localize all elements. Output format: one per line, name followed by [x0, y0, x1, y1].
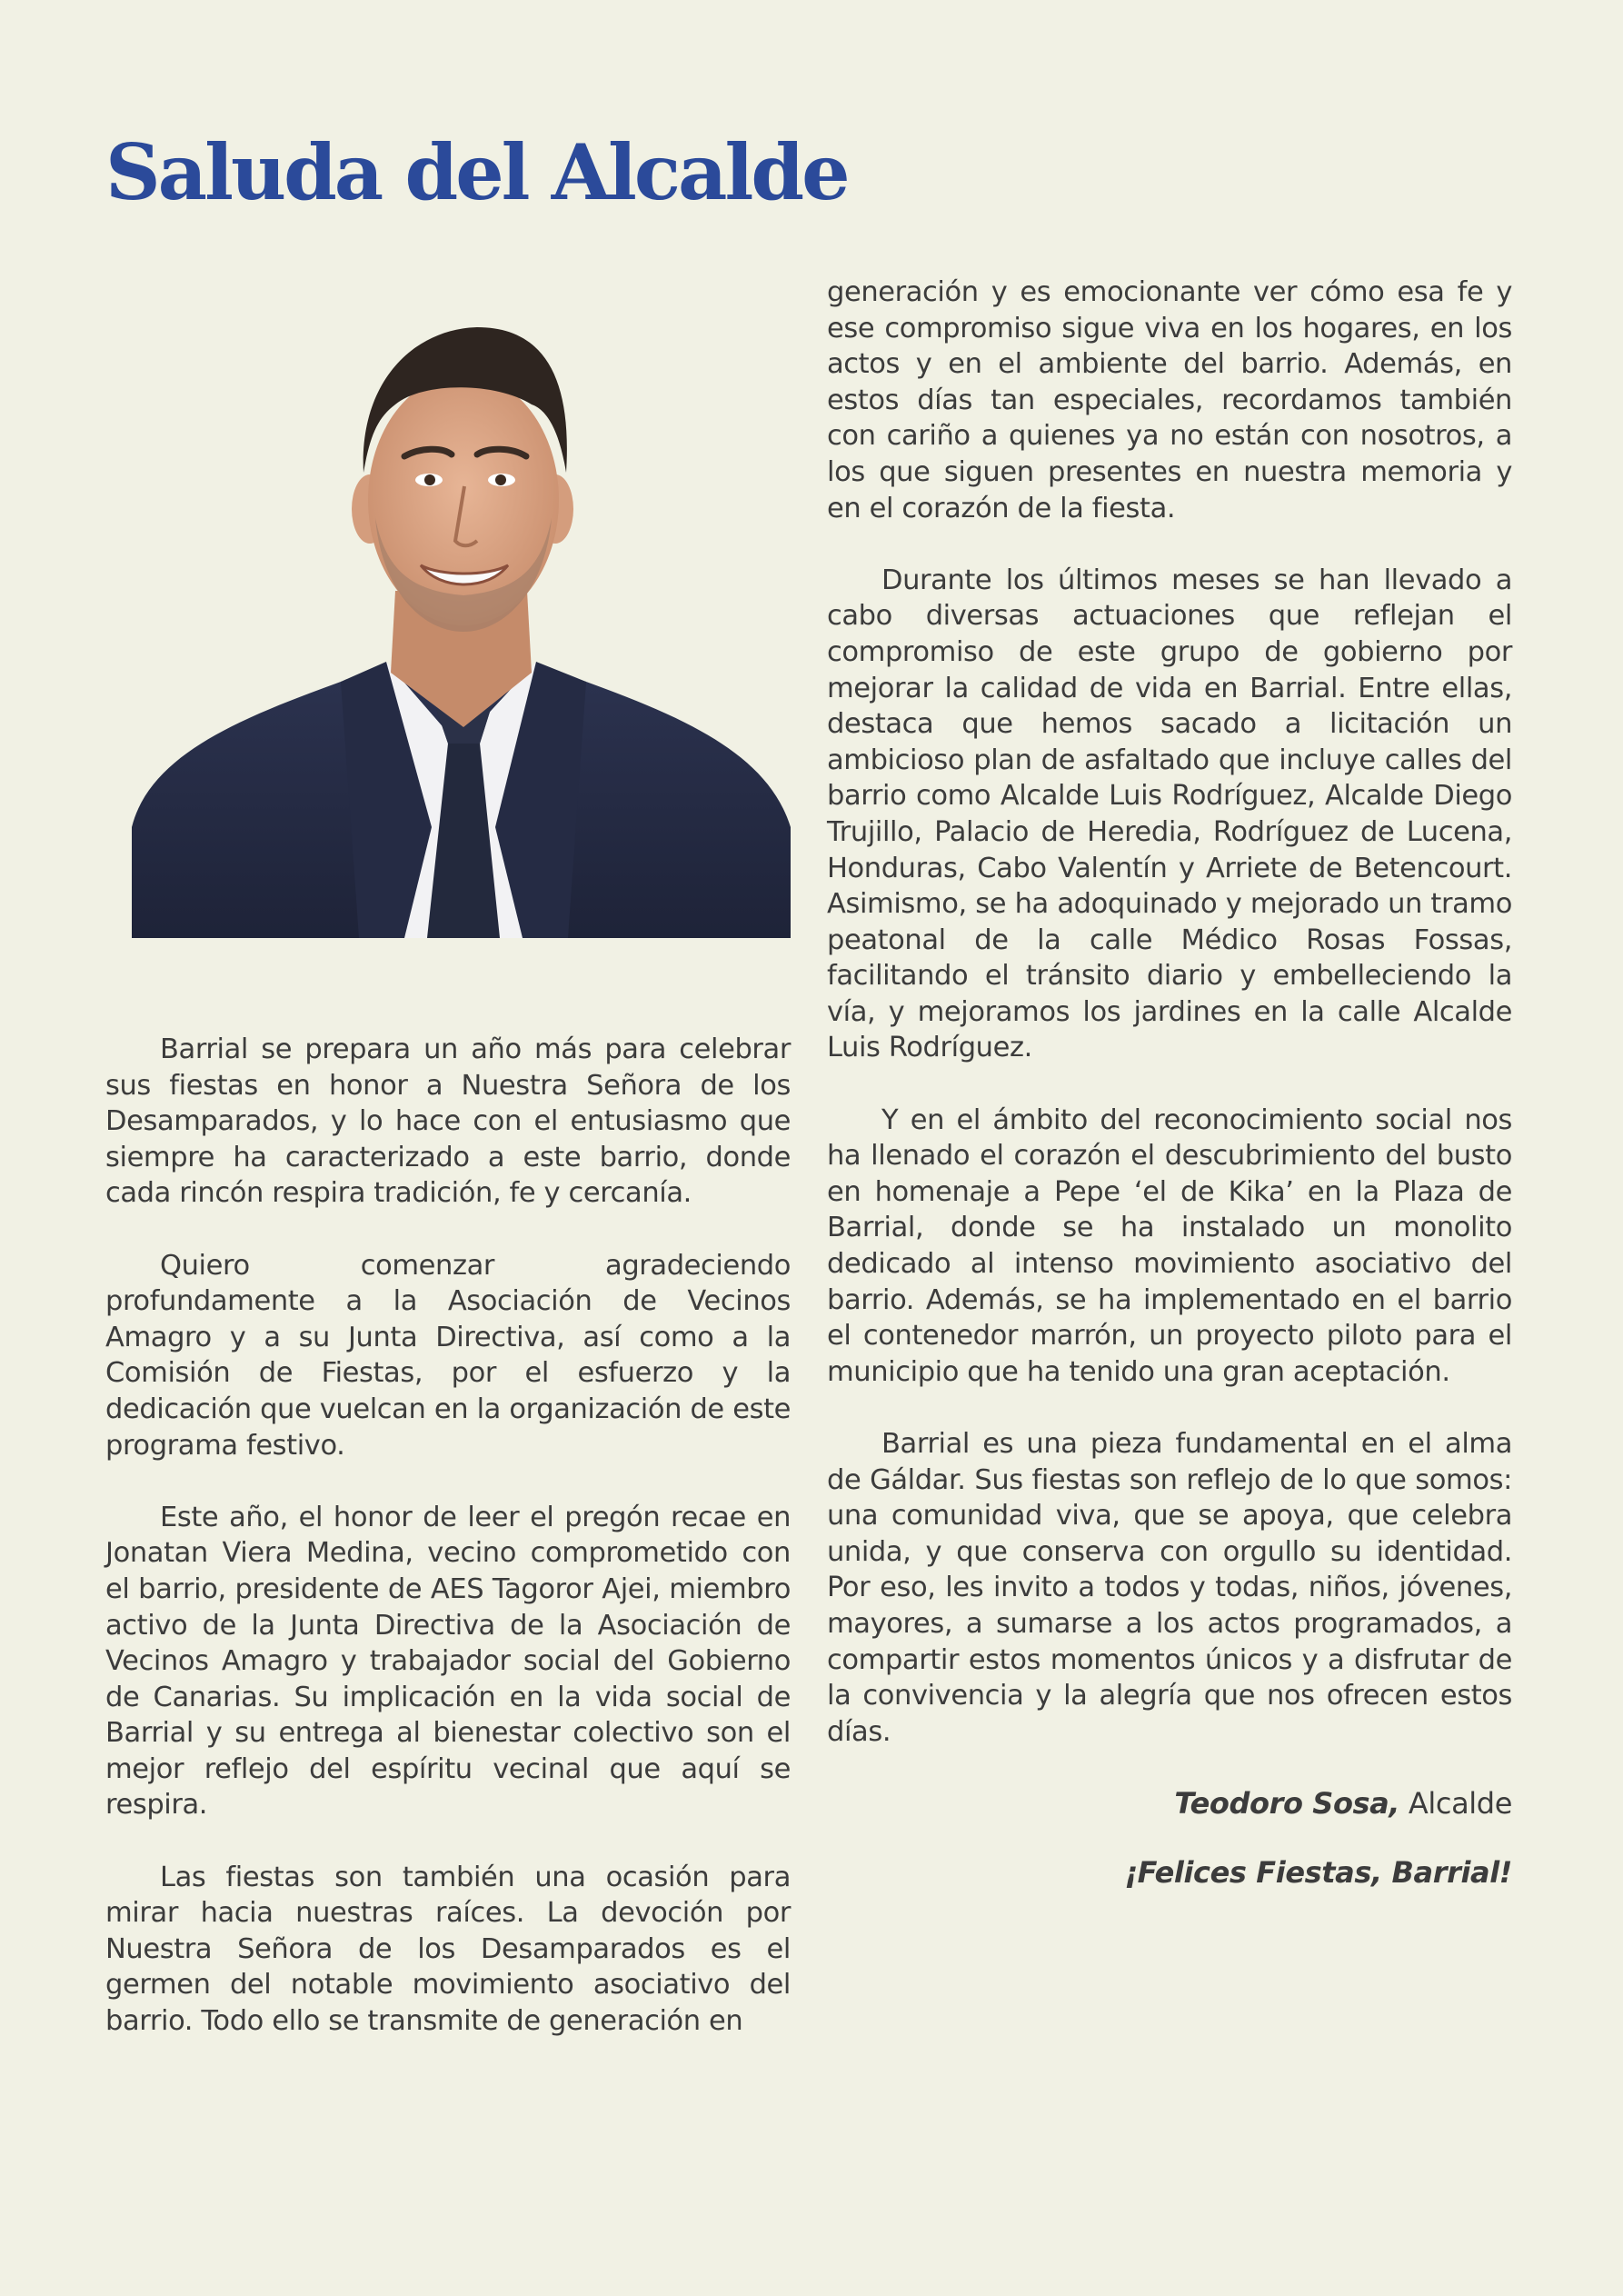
paragraph: Las fiestas son también una ocasión para mirar hacia nuestras raíces. La devoción por Nuestra Señora de los Desamparados es el germen del notable movimiento asociativo del barrio. Todo ello se transmite de generación en: [105, 1861, 791, 2038]
paragraph: Quiero comenzar agradeciendo profundamente a la Asociación de Vecinos Amagro y a su Junta Directiva, así como a la Comisión de Fiestas, por el esfuerzo y la dedicación que vuelcan en la organización de este programa festivo.: [105, 1249, 791, 1462]
paragraph: generación y es emocionante ver cómo esa fe y ese compromiso sigue viva en los hogares, en los actos y en el ambiente del barrio. Además, en estos días tan especiales, recordamos también con cariño a quienes ya no están con nosotros, a los que siguen presentes en nuestra memoria y en el corazón de la fiesta.: [827, 276, 1512, 524]
signature-name: Teodoro Sosa,: [1174, 1785, 1400, 1821]
right-text-column: [827, 275, 1512, 1923]
closing-greeting: ¡Felices Fiestas, Barrial!: [1124, 1854, 1512, 1890]
mayor-portrait-photo: [132, 318, 791, 938]
paragraph: Y en el ámbito del reconocimiento social nos ha llenado el corazón el descubrimiento del busto en homenaje a Pepe ‘el de Kika’ en la Plaza de Barrial, donde se ha instalado un monolito dedicado al intenso movimiento asociativo del barrio. Además, se ha implementado en el barrio el contenedor marrón, un proyecto piloto para el municipio que ha tenido una gran aceptación.: [827, 1103, 1512, 1388]
signature: [827, 1786, 1512, 1822]
page-title: Saluda del Alcalde: [105, 127, 848, 217]
paragraph: Barrial se prepara un año más para celebrar sus fiestas en honor a Nuestra Señora de los Desamparados, y lo hace con el entusiasmo que siempre ha caracterizado a este barrio, donde cada rincón respira tradición, fe y cercanía.: [105, 1033, 791, 1210]
left-text-column: [105, 1032, 791, 2075]
signature-role: Alcalde: [1399, 1785, 1512, 1821]
paragraph: Barrial es una pieza fundamental en el alma de Gáldar. Sus fiestas son reflejo de lo que somos: una comunidad viva, que se apoya, que celebra unida, y que conserva con orgullo su identidad. Por eso, les invito a todos y todas, niños, jóvenes, mayores, a sumarse a los actos programados, a compartir estos momentos únicos y a disfrutar de la convivencia y la alegría que nos ofrecen estos días.: [827, 1428, 1512, 1748]
paragraph: Este año, el honor de leer el pregón recae en Jonatan Viera Medina, vecino comprometido con el barrio, presidente de AES Tagoror Ajei, miembro activo de la Junta Directiva de la Asociación de Vecinos Amagro y trabajador social del Gobierno de Canarias. Su implicación en la vida social de Barrial y su entrega al bienestar colectivo son el mejor reflejo del espíritu vecinal que aquí se respira.: [105, 1501, 791, 1822]
paragraph: Durante los últimos meses se han llevado a cabo diversas actuaciones que reflejan el compromiso de este grupo de gobierno por mejorar la calidad de vida en Barrial. Entre ellas, destaca que hemos sacado a licitación un ambicioso plan de asfaltado que incluye calles del barrio como Alcalde Luis Rodríguez, Alcalde Diego Trujillo, Palacio de Heredia, Rodríguez de Lucena, Honduras, Cabo Valentín y Arriete de Betencourt. Asimismo, se ha adoquinado y mejorado un tramo peatonal de la calle Médico Rosas Fossas, facilitando el tránsito diario y embelleciendo la vía, y mejoramos los jardines en la calle Alcalde Luis Rodríguez.: [827, 564, 1512, 1064]
